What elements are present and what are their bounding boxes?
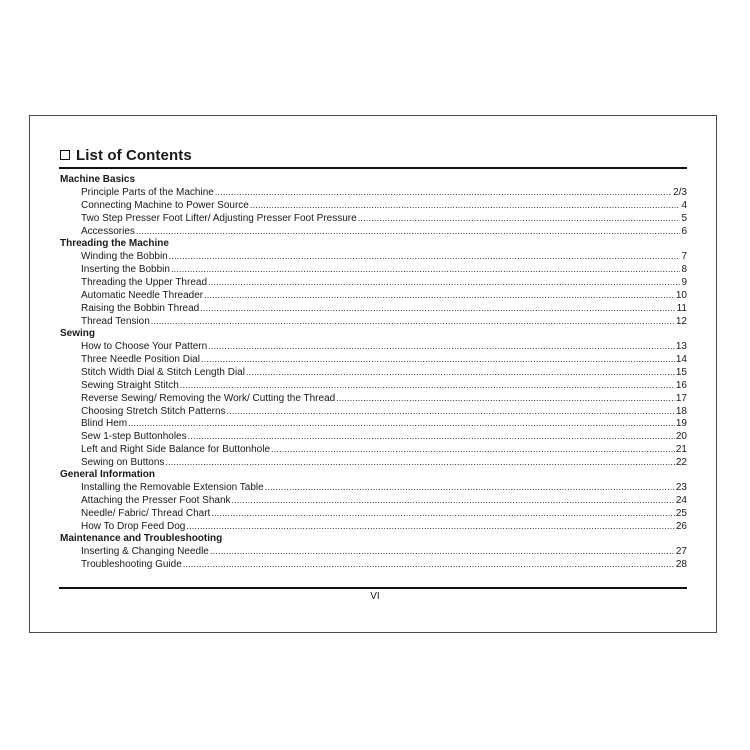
- toc-entry[interactable]: [59, 456, 687, 469]
- toc-entry[interactable]: [59, 353, 687, 366]
- section-heading: Machine Basics: [60, 174, 136, 185]
- toc-entry-page: 28: [675, 559, 687, 571]
- dot-leader: [180, 379, 675, 392]
- toc-entry-page: 2/3: [673, 187, 687, 199]
- toc-entry[interactable]: [59, 199, 687, 212]
- toc-entry-label: Winding the Bobbin: [81, 251, 168, 263]
- table-of-contents: [59, 145, 687, 571]
- toc-entry-page: 4: [681, 200, 687, 212]
- dot-leader: [215, 186, 672, 199]
- toc-entry-label: Attaching the Presser Foot Shank: [81, 495, 231, 507]
- toc-body: [59, 174, 687, 571]
- toc-entry-label: Inserting & Changing Needle: [81, 546, 209, 558]
- toc-entry[interactable]: [59, 481, 687, 494]
- section-heading: Threading the Machine: [60, 237, 169, 249]
- toc-entry-label: Inserting the Bobbin: [81, 264, 170, 276]
- dot-leader: [246, 366, 675, 379]
- dot-leader: [136, 225, 681, 238]
- toc-entry[interactable]: [59, 558, 687, 571]
- toc-entry-label: Installing the Removable Extension Table: [81, 482, 264, 494]
- toc-entry-label: Left and Right Side Balance for Buttonhole: [81, 444, 271, 456]
- toc-entry-page: 10: [675, 290, 687, 302]
- toc-entry[interactable]: [59, 507, 687, 520]
- toc-entry[interactable]: [59, 417, 687, 430]
- toc-entry-label: Sewing on Buttons: [81, 457, 165, 469]
- toc-entry-label: Choosing Stretch Stitch Patterns: [81, 405, 226, 417]
- toc-entry[interactable]: [59, 443, 687, 456]
- toc-entry-label: Reverse Sewing/ Removing the Work/ Cutting the Thread: [81, 392, 336, 404]
- dot-leader: [171, 263, 680, 276]
- toc-entry[interactable]: [59, 494, 687, 507]
- dot-leader: [208, 276, 680, 289]
- toc-entry[interactable]: [59, 392, 687, 405]
- dot-leader: [169, 250, 681, 263]
- dot-leader: [358, 212, 681, 225]
- dot-leader: [188, 430, 675, 443]
- toc-entry-page: 23: [675, 482, 687, 494]
- dot-leader: [201, 353, 675, 366]
- section-heading: Maintenance and Troubleshooting: [60, 532, 223, 544]
- dot-leader: [208, 340, 675, 353]
- dot-leader: [211, 507, 675, 520]
- toc-entry[interactable]: [59, 250, 687, 263]
- checkbox-square-icon: [60, 150, 70, 160]
- toc-entry-page: 13: [675, 341, 687, 353]
- toc-entry-page: 25: [675, 508, 687, 520]
- dot-leader: [336, 392, 675, 405]
- toc-entry[interactable]: [59, 366, 687, 379]
- toc-entry[interactable]: [59, 302, 687, 315]
- toc-entry-page: 24: [675, 495, 687, 507]
- toc-entry-label: Connecting Machine to Power Source: [81, 200, 249, 212]
- dot-leader: [210, 545, 675, 558]
- dot-leader: [271, 443, 675, 456]
- toc-entry-label: Accessories: [81, 226, 135, 238]
- dot-leader: [250, 199, 681, 212]
- toc-entry-label: Sew 1-step Buttonholes: [81, 431, 187, 443]
- toc-entry-label: Stitch Width Dial & Stitch Length Dial: [81, 366, 245, 378]
- toc-entry-label: Two Step Presser Foot Lifter/ Adjusting Presser Foot Pressure: [81, 213, 357, 225]
- dot-leader: [204, 289, 675, 302]
- toc-entry-label: Automatic Needle Threader: [81, 290, 204, 302]
- toc-entry-page: 27: [675, 546, 687, 558]
- toc-entry-page: 18: [675, 405, 687, 417]
- dot-leader: [265, 481, 675, 494]
- dot-leader: [200, 302, 675, 315]
- toc-entry-page: 11: [676, 302, 687, 314]
- toc-entry[interactable]: [59, 520, 687, 533]
- toc-entry-page: 12: [675, 315, 687, 327]
- toc-entry[interactable]: [59, 276, 687, 289]
- toc-entry[interactable]: [59, 225, 687, 238]
- page-title: List of Contents: [76, 146, 192, 164]
- page-number: VI: [370, 591, 380, 602]
- toc-entry-label: Blind Hem: [81, 418, 128, 430]
- toc-entry-page: 22: [675, 457, 687, 469]
- toc-entry[interactable]: [59, 340, 687, 353]
- toc-entry[interactable]: [59, 212, 687, 225]
- dot-leader: [232, 494, 675, 507]
- toc-entry-label: How To Drop Feed Dog: [81, 521, 186, 533]
- toc-entry-label: Needle/ Fabric/ Thread Chart: [81, 508, 211, 520]
- toc-entry[interactable]: [59, 315, 687, 328]
- toc-entry-page: 19: [675, 418, 687, 430]
- section-heading: General Information: [60, 468, 156, 480]
- toc-entry-label: Raising the Bobbin Thread: [81, 302, 200, 314]
- dot-leader: [186, 520, 675, 533]
- dot-leader: [183, 558, 675, 571]
- toc-entry-page: 17: [675, 392, 687, 404]
- toc-entry-label: Threading the Upper Thread: [81, 277, 208, 289]
- section-heading: Sewing: [60, 327, 96, 339]
- toc-entry[interactable]: [59, 545, 687, 558]
- toc-entry-label: Troubleshooting Guide: [81, 559, 182, 571]
- dot-leader: [165, 456, 674, 469]
- toc-entry-label: Thread Tension: [81, 315, 150, 327]
- toc-entry[interactable]: [59, 186, 687, 199]
- toc-entry-page: 20: [675, 431, 687, 443]
- toc-entry-label: How to Choose Your Pattern: [81, 341, 208, 353]
- toc-entry-page: 9: [681, 277, 687, 289]
- toc-header: [59, 145, 687, 169]
- toc-entry-page: 16: [675, 379, 687, 391]
- toc-entry-label: Three Needle Position Dial: [81, 353, 200, 365]
- toc-entry-page: 14: [675, 353, 687, 365]
- toc-entry[interactable]: [59, 263, 687, 276]
- toc-entry-label: Principle Parts of the Machine: [81, 187, 214, 199]
- toc-entry[interactable]: [59, 405, 687, 418]
- toc-entry-page: 5: [681, 213, 687, 225]
- toc-entry-page: 7: [681, 251, 687, 263]
- toc-entry[interactable]: [59, 430, 687, 443]
- toc-entry-label: Sewing Straight Stitch: [81, 379, 179, 391]
- dot-leader: [151, 315, 675, 328]
- toc-entry-page: 6: [681, 226, 687, 238]
- toc-entry-page: 21: [675, 444, 687, 456]
- toc-entry-page: 8: [681, 264, 687, 276]
- toc-entry-page: 15: [675, 366, 687, 378]
- bottom-rule: [59, 587, 687, 589]
- toc-entry[interactable]: [59, 289, 687, 302]
- dot-leader: [227, 405, 675, 418]
- toc-entry-page: 26: [675, 521, 687, 533]
- dot-leader: [128, 417, 675, 430]
- toc-entry[interactable]: [59, 379, 687, 392]
